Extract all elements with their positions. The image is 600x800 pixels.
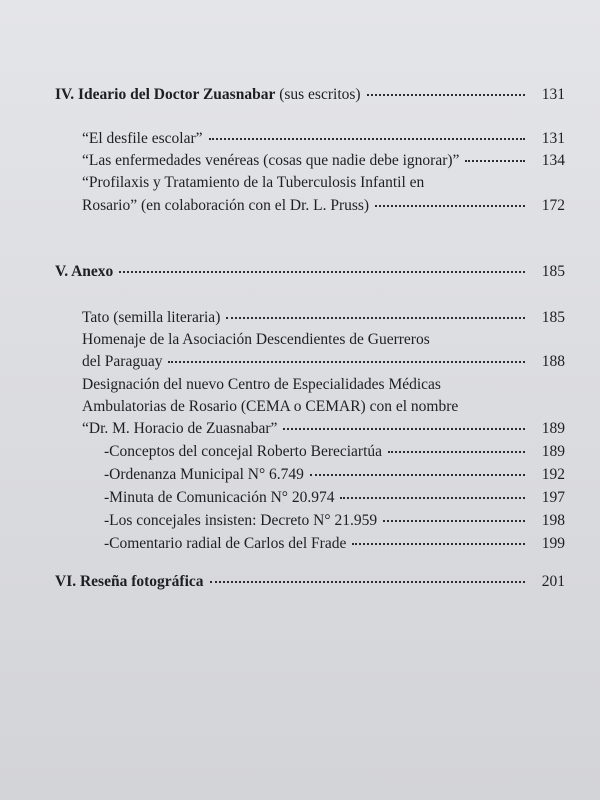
toc-subentry: [104, 489, 565, 507]
dot-leader: [209, 138, 526, 140]
entry-title: Homenaje de la Asociación Descendientes de Guerreros: [82, 331, 430, 348]
dot-leader: [283, 428, 525, 430]
page-number: 185: [541, 263, 565, 280]
entry-title: del Paraguay: [82, 353, 163, 370]
toc-section-v: [55, 263, 565, 281]
dot-leader: [340, 497, 525, 499]
dot-leader: [352, 543, 525, 545]
dot-leader: [375, 205, 525, 207]
page-number: 131: [541, 86, 565, 103]
toc-entry: [82, 130, 565, 148]
dot-leader: [226, 317, 525, 319]
page-number: 198: [541, 512, 565, 529]
entry-title: Ambulatorias de Rosario (CEMA o CEMAR) con el nombre: [82, 398, 459, 415]
section-v-heading: V. Anexo: [55, 263, 114, 280]
toc-subentry: [104, 466, 565, 484]
entry-title: -Conceptos del concejal Roberto Bereciartúa: [104, 443, 383, 460]
dot-leader: [210, 581, 525, 583]
entry-title: “Profilaxis y Tratamiento de la Tuberculosis Infantil en: [82, 174, 425, 191]
toc-section-vi: [55, 573, 565, 591]
toc-entry-line2: [82, 398, 565, 416]
page-number: 189: [541, 443, 565, 460]
entry-title: “Dr. M. Horacio de Zuasnabar”: [82, 420, 278, 437]
toc-entry: [82, 309, 565, 327]
entry-title: “Las enfermedades venéreas (cosas que nadie debe ignorar)”: [82, 152, 460, 169]
page-number: 185: [541, 309, 565, 326]
entry-title: -Los concejales insisten: Decreto N° 21.959: [104, 512, 378, 529]
toc-subentry: [104, 443, 565, 461]
entry-title: -Ordenanza Municipal N° 6.749: [104, 466, 304, 483]
entry-title: Tato (semilla literaria): [82, 309, 221, 326]
entry-title: Designación del nuevo Centro de Especialidades Médicas: [82, 376, 441, 393]
toc-entry: [82, 152, 565, 170]
entry-title: “El desfile escolar”: [82, 130, 203, 147]
page-number: 197: [541, 489, 565, 506]
section-iv-heading: IV. Ideario del Doctor Zuasnabar (sus escritos): [55, 86, 361, 103]
toc-entry-line1: [82, 331, 565, 349]
toc-entry-line2: [82, 197, 565, 215]
page-number: 188: [541, 353, 565, 370]
section-vi-heading: VI. Reseña fotográfica: [55, 573, 204, 590]
dot-leader: [465, 160, 525, 162]
page-number: 192: [541, 466, 565, 483]
dot-leader: [383, 520, 525, 522]
entry-title: Rosario” (en colaboración con el Dr. L. Pruss): [82, 197, 370, 214]
page-number: 134: [541, 152, 565, 169]
toc-entry-line2: [82, 353, 565, 371]
toc-entry-line1: [82, 376, 565, 394]
entry-title: -Minuta de Comunicación N° 20.974: [104, 489, 335, 506]
toc-section-iv: [55, 86, 565, 104]
dot-leader: [119, 271, 525, 273]
dot-leader: [388, 451, 525, 453]
page-number: 199: [541, 535, 565, 552]
dot-leader: [168, 361, 525, 363]
toc-subentry: [104, 535, 565, 553]
entry-title: -Comentario radial de Carlos del Frade: [104, 535, 347, 552]
page-number: 201: [541, 573, 565, 590]
page-number: 172: [541, 197, 565, 214]
toc-entry-line1: [82, 174, 565, 192]
page-number: 189: [541, 420, 565, 437]
dot-leader: [310, 474, 525, 476]
toc-subentry: [104, 512, 565, 530]
toc-entry-line3: [82, 420, 565, 438]
dot-leader: [367, 94, 525, 96]
page-number: 131: [541, 130, 565, 147]
